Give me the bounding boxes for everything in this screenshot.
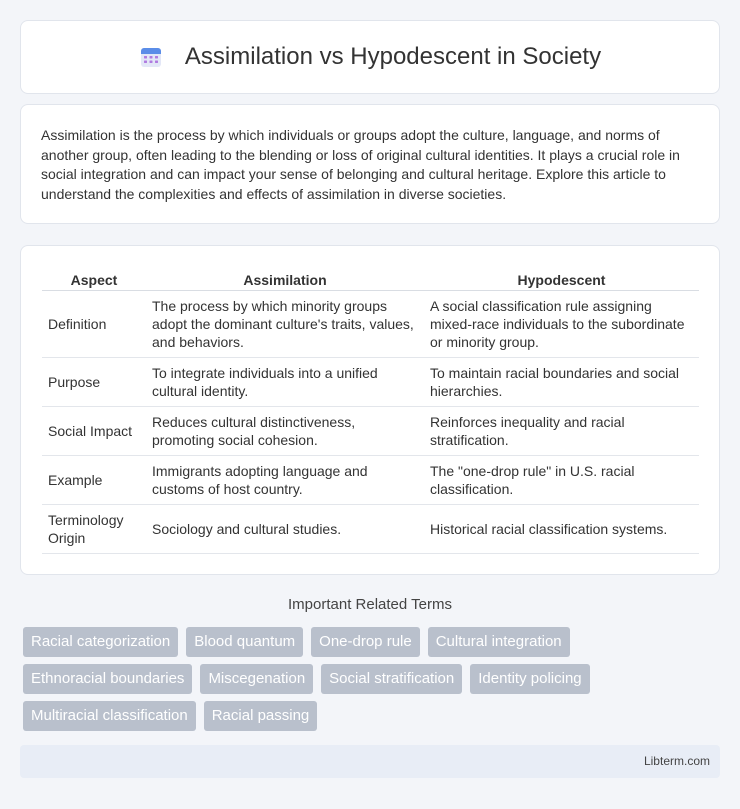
table-row (42, 291, 699, 358)
cell-assimilation: Reduces cultural distinctiveness, promoting social cohesion. (146, 407, 424, 456)
cell-hypodescent: The "one-drop rule" in U.S. racial classification. (424, 456, 699, 505)
cell-hypodescent: To maintain racial boundaries and social hierarchies. (424, 358, 699, 407)
intro-card (20, 104, 720, 224)
calendar-icon (139, 45, 163, 69)
tag-one-drop-rule[interactable]: One-drop rule (311, 627, 420, 657)
title-card (20, 20, 720, 94)
tag-cultural-integration[interactable]: Cultural integration (428, 627, 570, 657)
cell-aspect: Definition (42, 291, 146, 358)
footer (20, 745, 720, 778)
tag-multiracial-classification[interactable]: Multiracial classification (23, 701, 196, 731)
tag-miscegenation[interactable]: Miscegenation (200, 664, 313, 694)
cell-aspect: Purpose (42, 358, 146, 407)
cell-aspect: Terminology Origin (42, 505, 146, 554)
tag-blood-quantum[interactable]: Blood quantum (186, 627, 303, 657)
table-row (42, 358, 699, 407)
cell-aspect: Example (42, 456, 146, 505)
related-terms-title: Important Related Terms (288, 596, 452, 613)
header-hypodescent: Hypodescent (424, 266, 699, 291)
tag-identity-policing[interactable]: Identity policing (470, 664, 589, 694)
table-row (42, 407, 699, 456)
table-row (42, 505, 699, 554)
tag-racial-passing[interactable]: Racial passing (204, 701, 318, 731)
table-row (42, 456, 699, 505)
cell-assimilation: Immigrants adopting language and customs of host country. (146, 456, 424, 505)
page-title: Assimilation vs Hypodescent in Society (184, 43, 602, 70)
related-terms-tags (23, 627, 723, 738)
cell-aspect: Social Impact (42, 407, 146, 456)
header-assimilation: Assimilation (146, 266, 424, 291)
tag-social-stratification[interactable]: Social stratification (321, 664, 462, 694)
table-header-row (42, 266, 699, 291)
header-aspect: Aspect (42, 266, 146, 291)
cell-hypodescent: Reinforces inequality and racial stratification. (424, 407, 699, 456)
comparison-table (42, 266, 699, 554)
cell-hypodescent: Historical racial classification systems. (424, 505, 699, 554)
footer-site-link[interactable]: Libterm.com (643, 754, 710, 768)
cell-assimilation: To integrate individuals into a unified cultural identity. (146, 358, 424, 407)
intro-text: Assimilation is the process by which individuals or groups adopt the culture, language, and norms of another group, often leading to the blending or loss of original cultural identities. It plays a crucial role in social integration and can impact your sense of belonging and cultural heritage. Explore this article to understand the complexities and effects of assimilation in diverse societies. (41, 127, 680, 202)
cell-assimilation: Sociology and cultural studies. (146, 505, 424, 554)
comparison-table-card (20, 245, 720, 575)
cell-assimilation: The process by which minority groups adopt the dominant culture's traits, values, and behaviors. (146, 291, 424, 358)
cell-hypodescent: A social classification rule assigning mixed-race individuals to the subordinate or minority group. (424, 291, 699, 358)
tag-ethnoracial-boundaries[interactable]: Ethnoracial boundaries (23, 664, 192, 694)
tag-racial-categorization[interactable]: Racial categorization (23, 627, 178, 657)
